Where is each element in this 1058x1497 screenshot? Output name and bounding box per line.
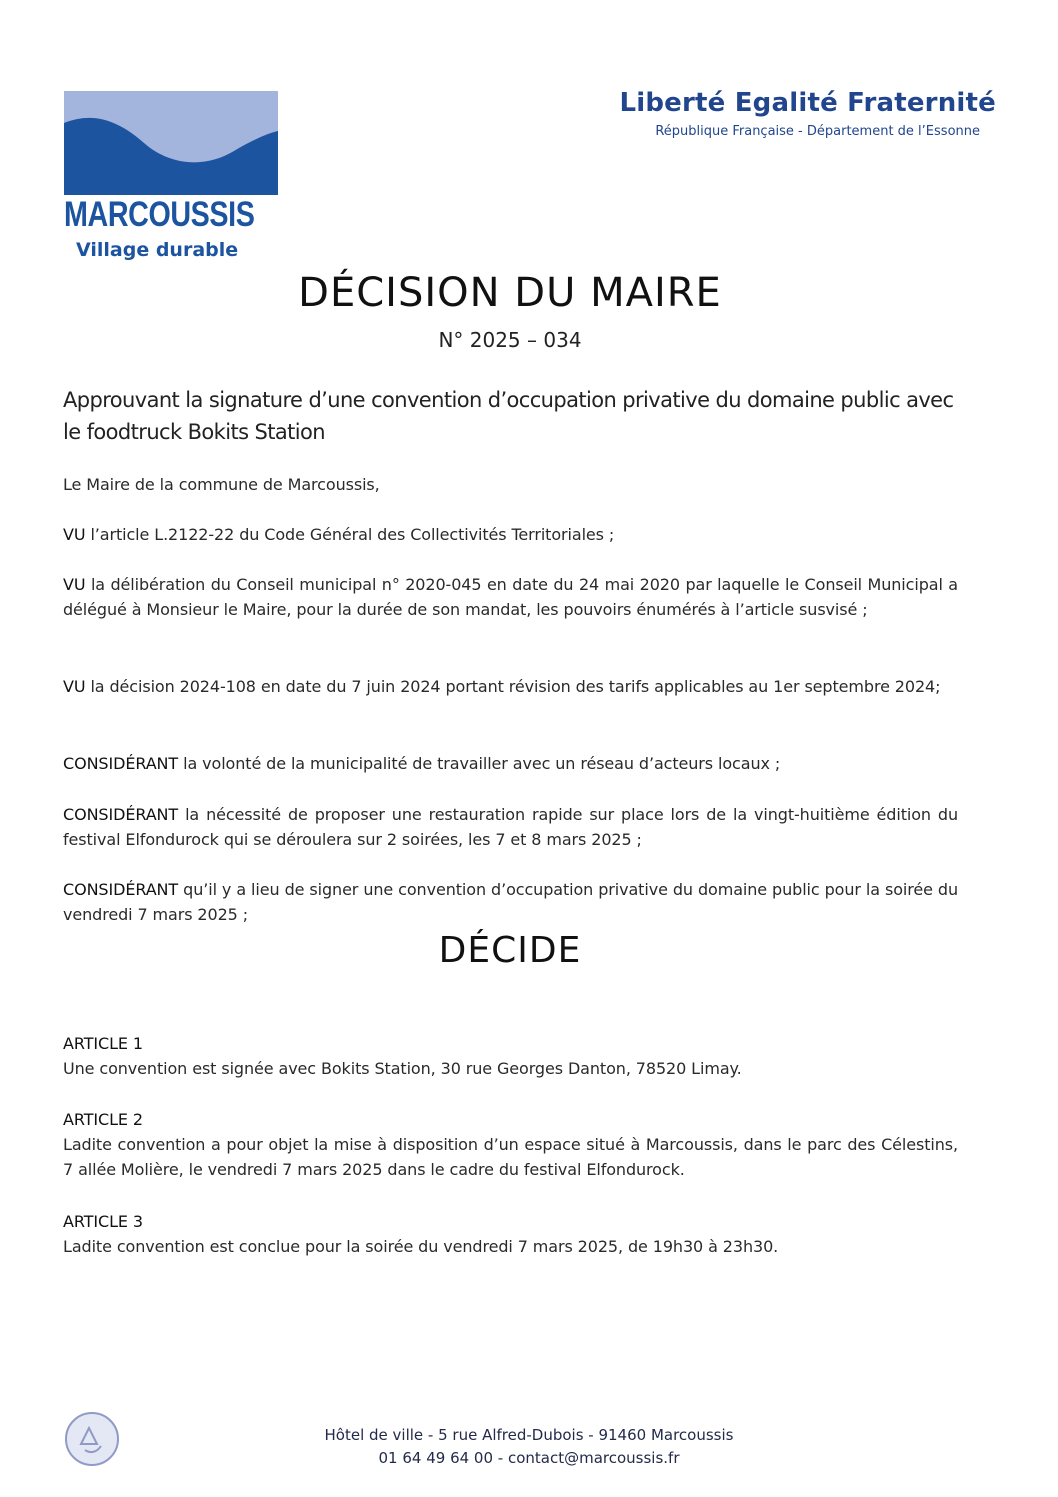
motto-sub: République Française - Département de l’Essonne (655, 124, 980, 139)
footer-contact: 01 64 49 64 00 - contact@marcoussis.fr (378, 1449, 680, 1467)
clause-text: l’article L.2122-22 du Code Général des Collectivités Territoriales ; (85, 525, 615, 544)
clause-vu-1 (63, 522, 958, 547)
article-3 (63, 1209, 958, 1259)
wave-logo-icon (64, 91, 278, 195)
article-text: Ladite convention est conclue pour la soirée du vendredi 7 mars 2025, de 19h30 à 23h30. (63, 1237, 779, 1256)
clause-keyword: VU (63, 525, 86, 544)
logo-tagline: Village durable (76, 239, 239, 261)
motto-main: Liberté Egalité Fraternité (619, 88, 996, 118)
logo-name: MARCOUSSIS (64, 195, 255, 234)
clause-keyword: VU (63, 677, 86, 696)
clause-text: qu’il y a lieu de signer une convention d’occupation privative du domaine public pour la soirée du vendredi 7 mars 2025 ; (63, 880, 958, 924)
clause-vu-2 (63, 572, 958, 622)
footer-address: Hôtel de ville - 5 rue Alfred-Dubois - 91460 Marcoussis (324, 1426, 734, 1444)
clause-keyword: CONSIDÉRANT (63, 880, 179, 899)
article-title: ARTICLE 2 (63, 1110, 143, 1129)
republic-motto (619, 88, 996, 139)
preamble-intro: Le Maire de la commune de Marcoussis, (63, 475, 380, 494)
clause-keyword: VU (63, 575, 86, 594)
clause-vu-3 (63, 674, 958, 699)
clause-keyword: CONSIDÉRANT (63, 754, 179, 773)
clause-keyword: CONSIDÉRANT (63, 805, 179, 824)
article-title: ARTICLE 3 (63, 1212, 143, 1231)
document-subject: Approuvant la signature d’une convention d’occupation privative du domaine public avec le foodtruck Bokits Station (63, 388, 954, 444)
clause-text: la nécessité de proposer une restauration rapide sur place lors de la vingt-huitième édition du festival Elfondurock qui se déroulera sur 2 soirées, les 7 et 8 mars 2025 ; (63, 805, 958, 849)
decision-heading: DÉCIDE (438, 930, 582, 971)
clause-text: la volonté de la municipalité de travailler avec un réseau d’acteurs locaux ; (178, 754, 781, 773)
document-number: N° 2025 – 034 (438, 328, 582, 352)
article-text: Ladite convention a pour objet la mise à disposition d’un espace situé à Marcoussis, dans le parc des Célestins, 7 allée Molière, le vendredi 7 mars 2025 dans le cadre du festival Elfondurock. (63, 1135, 958, 1179)
clause-considerant-2 (63, 802, 958, 852)
article-title: ARTICLE 1 (63, 1034, 143, 1053)
clause-text: la décision 2024-108 en date du 7 juin 2024 portant révision des tarifs applicables au 1er septembre 2024; (85, 677, 941, 696)
clause-considerant-3 (63, 877, 958, 927)
article-text: Une convention est signée avec Bokits Station, 30 rue Georges Danton, 78520 Limay. (63, 1059, 742, 1078)
clause-text: la délibération du Conseil municipal n° 2020-045 en date du 24 mai 2020 par laquelle le Conseil Municipal a délégué à Monsieur le Maire, pour la durée de son mandat, les pouvoirs énumérés à l’article susvisé ; (63, 575, 958, 619)
article-2 (63, 1107, 958, 1182)
article-1 (63, 1031, 958, 1081)
document-title: DÉCISION DU MAIRE (298, 270, 722, 316)
footer (0, 1424, 1058, 1470)
marcoussis-logo (64, 91, 278, 261)
clause-considerant-1 (63, 751, 958, 776)
